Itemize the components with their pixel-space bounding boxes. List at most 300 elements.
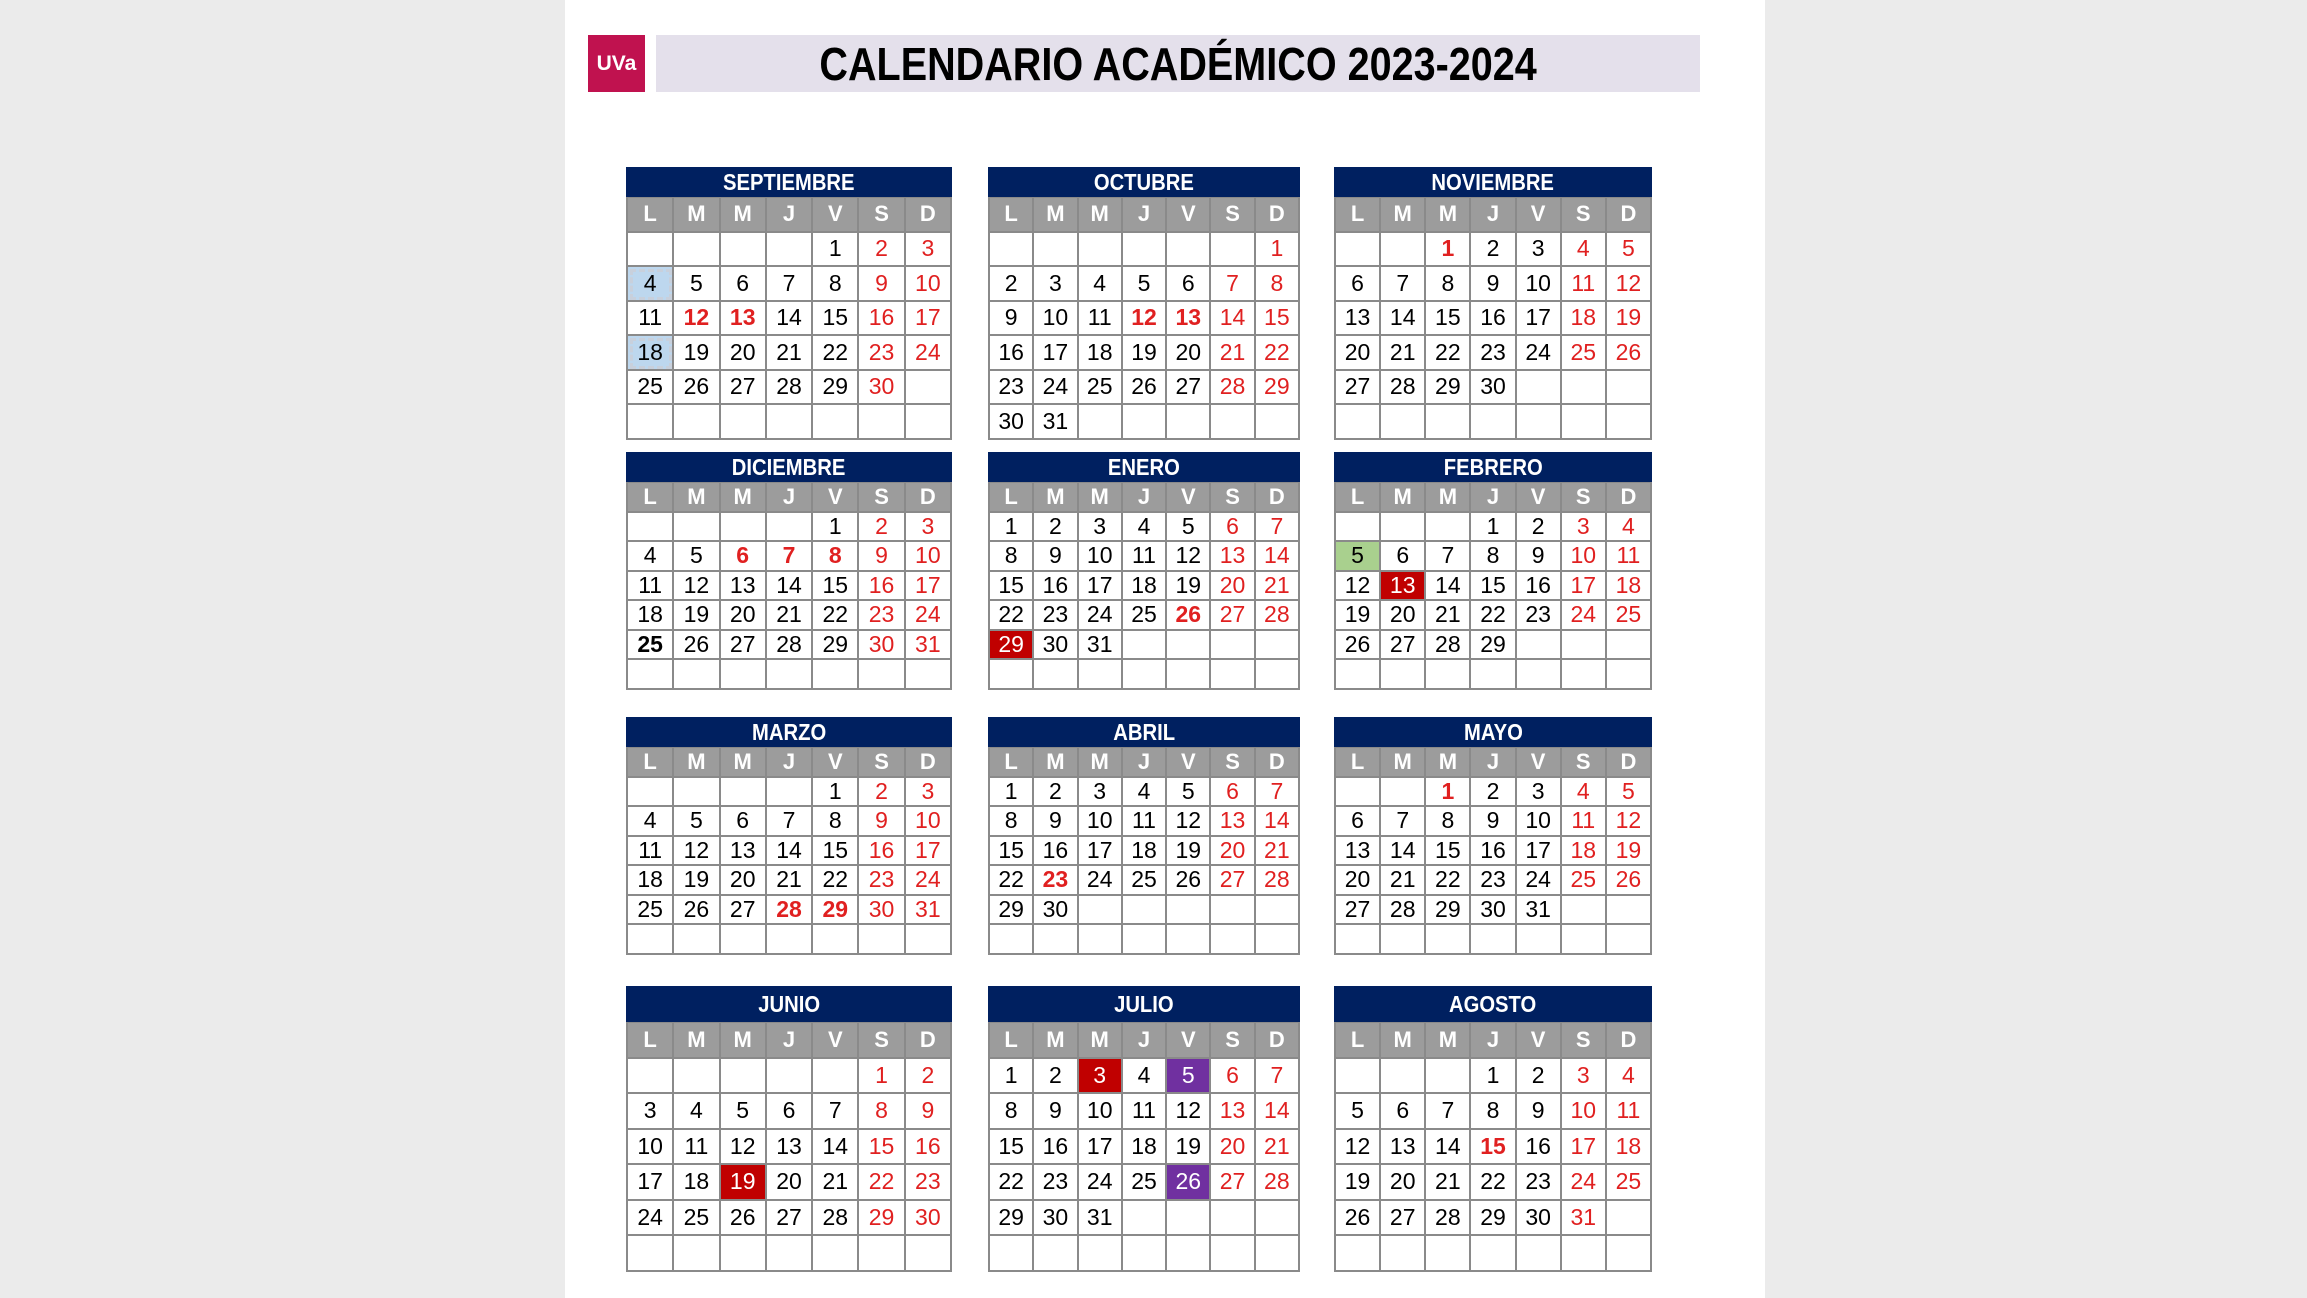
- day-cell: 2: [1471, 778, 1516, 808]
- day-cell: 8: [1256, 267, 1300, 302]
- empty-day-cell: [1607, 925, 1652, 955]
- day-cell: 31: [1079, 631, 1123, 661]
- weekday-header: S: [1211, 1023, 1255, 1059]
- empty-day-cell: [1517, 1236, 1562, 1272]
- empty-day-cell: [1517, 925, 1562, 955]
- day-cell: 7: [767, 267, 813, 302]
- weekday-header: M: [721, 1023, 767, 1059]
- day-cell: 3: [1079, 513, 1123, 543]
- weekday-header: M: [1079, 1023, 1123, 1059]
- weekday-header: L: [1336, 1023, 1381, 1059]
- month-days-grid: [626, 1022, 952, 1272]
- day-cell: 11: [1607, 1094, 1652, 1130]
- day-cell: 24: [906, 866, 952, 896]
- day-cell: 28: [813, 1201, 859, 1237]
- day-cell: 20: [1211, 1130, 1255, 1166]
- empty-day-cell: [1607, 405, 1652, 440]
- empty-day-cell: [767, 513, 813, 543]
- empty-day-cell: [1079, 925, 1123, 955]
- month-name-label: ABRIL: [1113, 718, 1175, 745]
- month-name: [1334, 452, 1652, 482]
- day-cell: 15: [1256, 302, 1300, 337]
- day-cell: 13: [1211, 1094, 1255, 1130]
- weekday-header: J: [767, 748, 813, 778]
- empty-day-cell: [859, 925, 905, 955]
- empty-day-cell: [1607, 896, 1652, 926]
- day-cell: 11: [628, 302, 674, 337]
- weekday-header: D: [1607, 1023, 1652, 1059]
- empty-day-cell: [1336, 660, 1381, 690]
- weekday-header: D: [1256, 483, 1300, 513]
- empty-day-cell: [767, 1236, 813, 1272]
- empty-day-cell: [859, 660, 905, 690]
- month-name: [626, 167, 952, 197]
- day-cell: 15: [813, 572, 859, 602]
- day-cell: 1: [1426, 233, 1471, 268]
- empty-day-cell: [906, 405, 952, 440]
- day-cell: 5: [1167, 778, 1211, 808]
- day-cell: 26: [674, 371, 720, 406]
- empty-day-cell: [767, 660, 813, 690]
- day-cell: 9: [1471, 807, 1516, 837]
- weekday-header: V: [1517, 1023, 1562, 1059]
- empty-day-cell: [1034, 1236, 1078, 1272]
- weekday-header: S: [859, 748, 905, 778]
- empty-day-cell: [1336, 1236, 1381, 1272]
- empty-day-cell: [628, 1059, 674, 1095]
- day-cell: 26: [721, 1201, 767, 1237]
- empty-day-cell: [1336, 1059, 1381, 1095]
- month-name: [1334, 167, 1652, 197]
- day-cell: 18: [1123, 572, 1167, 602]
- day-cell: 22: [813, 601, 859, 631]
- day-cell: 5: [674, 807, 720, 837]
- weekday-header: V: [813, 198, 859, 233]
- day-cell: 20: [1381, 601, 1426, 631]
- weekday-header: J: [1471, 748, 1516, 778]
- empty-day-cell: [906, 925, 952, 955]
- day-cell: 30: [1034, 1201, 1078, 1237]
- day-cell: 20: [1211, 837, 1255, 867]
- day-cell: 16: [1471, 837, 1516, 867]
- highlighted-day-cell: 26: [1167, 1165, 1211, 1201]
- month-name-label: JUNIO: [758, 990, 820, 1017]
- day-cell: 28: [1256, 866, 1300, 896]
- day-cell: 13: [1336, 837, 1381, 867]
- day-cell: 20: [1336, 866, 1381, 896]
- day-cell: 26: [674, 631, 720, 661]
- month-days-grid: [988, 747, 1300, 955]
- day-cell: 3: [1079, 778, 1123, 808]
- day-cell: 13: [721, 302, 767, 337]
- day-cell: 16: [859, 302, 905, 337]
- day-cell: 13: [1381, 1130, 1426, 1166]
- empty-day-cell: [1336, 513, 1381, 543]
- day-cell: 8: [859, 1094, 905, 1130]
- day-cell: 2: [859, 513, 905, 543]
- day-cell: 9: [990, 302, 1034, 337]
- day-cell: 26: [1607, 866, 1652, 896]
- day-cell: 24: [1079, 601, 1123, 631]
- day-cell: 19: [1167, 1130, 1211, 1166]
- day-cell: 4: [1123, 778, 1167, 808]
- empty-day-cell: [1336, 233, 1381, 268]
- empty-day-cell: [859, 405, 905, 440]
- day-cell: 21: [1381, 336, 1426, 371]
- weekday-header: M: [721, 483, 767, 513]
- day-cell: 13: [721, 572, 767, 602]
- empty-day-cell: [721, 778, 767, 808]
- empty-day-cell: [721, 405, 767, 440]
- empty-day-cell: [1607, 1236, 1652, 1272]
- empty-day-cell: [990, 925, 1034, 955]
- day-cell: 25: [628, 371, 674, 406]
- day-cell: 6: [1211, 1059, 1255, 1095]
- day-cell: 3: [1517, 778, 1562, 808]
- month-name-label: AGOSTO: [1449, 990, 1537, 1017]
- weekday-header: S: [1211, 198, 1255, 233]
- day-cell: 1: [813, 513, 859, 543]
- day-cell: 5: [674, 542, 720, 572]
- day-cell: 23: [1471, 336, 1516, 371]
- day-cell: 25: [1123, 866, 1167, 896]
- day-cell: 17: [1079, 837, 1123, 867]
- empty-day-cell: [1079, 1236, 1123, 1272]
- weekday-header: M: [1034, 1023, 1078, 1059]
- day-cell: 27: [1381, 1201, 1426, 1237]
- day-cell: 16: [1034, 572, 1078, 602]
- day-cell: 18: [1123, 1130, 1167, 1166]
- empty-day-cell: [674, 1236, 720, 1272]
- day-cell: 15: [813, 302, 859, 337]
- day-cell: 7: [1256, 1059, 1300, 1095]
- weekday-header: M: [1381, 1023, 1426, 1059]
- weekday-header: J: [1123, 1023, 1167, 1059]
- day-cell: 12: [1123, 302, 1167, 337]
- day-cell: 30: [1034, 631, 1078, 661]
- empty-day-cell: [1562, 925, 1607, 955]
- day-cell: 23: [859, 336, 905, 371]
- day-cell: 25: [1607, 1165, 1652, 1201]
- weekday-header: M: [674, 198, 720, 233]
- day-cell: 15: [1426, 302, 1471, 337]
- day-cell: 11: [1562, 807, 1607, 837]
- day-cell: 23: [1034, 866, 1078, 896]
- month-name-label: SEPTIEMBRE: [723, 168, 855, 195]
- day-cell: 27: [1211, 601, 1255, 631]
- weekday-header: V: [1167, 748, 1211, 778]
- empty-day-cell: [1167, 233, 1211, 268]
- day-cell: 8: [990, 1094, 1034, 1130]
- weekday-header: M: [1426, 483, 1471, 513]
- day-cell: 5: [1607, 233, 1652, 268]
- day-cell: 4: [1123, 1059, 1167, 1095]
- empty-day-cell: [813, 925, 859, 955]
- day-cell: 4: [1562, 233, 1607, 268]
- day-cell: 1: [990, 513, 1034, 543]
- day-cell: 26: [1167, 601, 1211, 631]
- empty-day-cell: [1426, 405, 1471, 440]
- month-agosto: [1334, 986, 1652, 1272]
- empty-day-cell: [1079, 405, 1123, 440]
- day-cell: 6: [1211, 513, 1255, 543]
- day-cell: 31: [1079, 1201, 1123, 1237]
- day-cell: 2: [1034, 778, 1078, 808]
- day-cell: 6: [1336, 267, 1381, 302]
- day-cell: 13: [1211, 807, 1255, 837]
- day-cell: 6: [767, 1094, 813, 1130]
- weekday-header: S: [1562, 748, 1607, 778]
- day-cell: 3: [628, 1094, 674, 1130]
- weekday-header: M: [1426, 1023, 1471, 1059]
- weekday-header: M: [1034, 198, 1078, 233]
- day-cell: 24: [1079, 1165, 1123, 1201]
- empty-day-cell: [1381, 1236, 1426, 1272]
- day-cell: 29: [813, 896, 859, 926]
- day-cell: 30: [1471, 896, 1516, 926]
- empty-day-cell: [1211, 233, 1255, 268]
- empty-day-cell: [1381, 1059, 1426, 1095]
- empty-day-cell: [767, 233, 813, 268]
- day-cell: 28: [767, 631, 813, 661]
- day-cell: 6: [721, 267, 767, 302]
- day-cell: 19: [1607, 837, 1652, 867]
- month-name: [988, 717, 1300, 747]
- day-cell: 19: [674, 866, 720, 896]
- day-cell: 15: [990, 837, 1034, 867]
- weekday-header: S: [1562, 198, 1607, 233]
- weekday-header: L: [990, 1023, 1034, 1059]
- day-cell: 24: [906, 601, 952, 631]
- empty-day-cell: [1336, 925, 1381, 955]
- day-cell: 1: [1256, 233, 1300, 268]
- empty-day-cell: [1562, 371, 1607, 406]
- day-cell: 1: [1426, 778, 1471, 808]
- weekday-header: D: [1607, 483, 1652, 513]
- day-cell: 28: [767, 371, 813, 406]
- page-title: CALENDARIO ACADÉMICO 2023-2024: [819, 37, 1537, 90]
- weekday-header: J: [1123, 748, 1167, 778]
- day-cell: 27: [1381, 631, 1426, 661]
- day-cell: 24: [1517, 866, 1562, 896]
- highlighted-day-cell: 3: [1079, 1059, 1123, 1095]
- day-cell: 18: [628, 601, 674, 631]
- empty-day-cell: [1381, 660, 1426, 690]
- day-cell: 1: [859, 1059, 905, 1095]
- day-cell: 31: [1517, 896, 1562, 926]
- month-octubre: [988, 167, 1300, 440]
- day-cell: 2: [859, 233, 905, 268]
- day-cell: 15: [1471, 1130, 1516, 1166]
- day-cell: 26: [1167, 866, 1211, 896]
- day-cell: 16: [906, 1130, 952, 1166]
- day-cell: 12: [1336, 572, 1381, 602]
- day-cell: 9: [1034, 807, 1078, 837]
- month-marzo: [626, 717, 952, 955]
- empty-day-cell: [1607, 660, 1652, 690]
- month-days-grid: [626, 747, 952, 955]
- empty-day-cell: [1562, 631, 1607, 661]
- day-cell: 11: [1123, 807, 1167, 837]
- weekday-header: S: [1211, 483, 1255, 513]
- day-cell: 20: [721, 336, 767, 371]
- empty-day-cell: [1079, 896, 1123, 926]
- highlighted-day-cell: 5: [1336, 542, 1381, 572]
- day-cell: 31: [906, 896, 952, 926]
- day-cell: 22: [813, 866, 859, 896]
- day-cell: 28: [1426, 1201, 1471, 1237]
- month-name: [1334, 986, 1652, 1022]
- empty-day-cell: [813, 1059, 859, 1095]
- day-cell: 25: [1562, 336, 1607, 371]
- month-name: [988, 452, 1300, 482]
- weekday-header: D: [1256, 198, 1300, 233]
- day-cell: 12: [674, 837, 720, 867]
- day-cell: 12: [674, 302, 720, 337]
- day-cell: 4: [628, 542, 674, 572]
- day-cell: 15: [1471, 572, 1516, 602]
- day-cell: 7: [1256, 513, 1300, 543]
- day-cell: 20: [1381, 1165, 1426, 1201]
- day-cell: 11: [674, 1130, 720, 1166]
- day-cell: 9: [1517, 542, 1562, 572]
- day-cell: 24: [1562, 601, 1607, 631]
- weekday-header: J: [1471, 198, 1516, 233]
- day-cell: 17: [1079, 1130, 1123, 1166]
- empty-day-cell: [1562, 660, 1607, 690]
- day-cell: 19: [674, 601, 720, 631]
- empty-day-cell: [674, 405, 720, 440]
- day-cell: 11: [628, 837, 674, 867]
- weekday-header: V: [1167, 198, 1211, 233]
- day-cell: 28: [767, 896, 813, 926]
- highlighted-day-cell: 18: [628, 336, 674, 371]
- weekday-header: L: [1336, 748, 1381, 778]
- empty-day-cell: [674, 233, 720, 268]
- day-cell: 30: [1034, 896, 1078, 926]
- month-days-grid: [988, 482, 1300, 690]
- day-cell: 28: [1381, 896, 1426, 926]
- day-cell: 18: [1079, 336, 1123, 371]
- day-cell: 29: [1256, 371, 1300, 406]
- empty-day-cell: [1256, 925, 1300, 955]
- title-band: [656, 35, 1700, 92]
- empty-day-cell: [1426, 1236, 1471, 1272]
- month-julio: [988, 986, 1300, 1272]
- day-cell: 18: [1562, 837, 1607, 867]
- empty-day-cell: [1471, 925, 1516, 955]
- empty-day-cell: [1381, 233, 1426, 268]
- day-cell: 12: [1607, 267, 1652, 302]
- empty-day-cell: [1471, 660, 1516, 690]
- empty-day-cell: [1167, 896, 1211, 926]
- day-cell: 8: [990, 807, 1034, 837]
- empty-day-cell: [1256, 896, 1300, 926]
- weekday-header: V: [813, 748, 859, 778]
- weekday-header: V: [1517, 483, 1562, 513]
- day-cell: 23: [1471, 866, 1516, 896]
- empty-day-cell: [1167, 1236, 1211, 1272]
- empty-day-cell: [767, 405, 813, 440]
- day-cell: 22: [1426, 866, 1471, 896]
- day-cell: 18: [1607, 572, 1652, 602]
- weekday-header: M: [674, 1023, 720, 1059]
- day-cell: 7: [1426, 1094, 1471, 1130]
- day-cell: 12: [1167, 807, 1211, 837]
- weekday-header: M: [1079, 198, 1123, 233]
- day-cell: 5: [1607, 778, 1652, 808]
- day-cell: 29: [1471, 631, 1516, 661]
- month-days-grid: [1334, 1022, 1652, 1272]
- month-days-grid: [1334, 747, 1652, 955]
- day-cell: 14: [1381, 837, 1426, 867]
- month-name: [988, 986, 1300, 1022]
- empty-day-cell: [990, 1236, 1034, 1272]
- day-cell: 27: [1336, 896, 1381, 926]
- day-cell: 28: [1426, 631, 1471, 661]
- empty-day-cell: [1562, 405, 1607, 440]
- day-cell: 10: [628, 1130, 674, 1166]
- weekday-header: S: [859, 198, 905, 233]
- day-cell: 16: [1034, 1130, 1078, 1166]
- month-days-grid: [626, 197, 952, 440]
- day-cell: 7: [767, 542, 813, 572]
- month-days-grid: [1334, 482, 1652, 690]
- day-cell: 29: [813, 631, 859, 661]
- day-cell: 27: [721, 371, 767, 406]
- weekday-header: V: [1517, 198, 1562, 233]
- weekday-header: V: [813, 1023, 859, 1059]
- day-cell: 25: [1123, 601, 1167, 631]
- day-cell: 29: [1426, 896, 1471, 926]
- day-cell: 21: [1256, 572, 1300, 602]
- uva-logo: UVa: [588, 35, 645, 92]
- month-enero: [988, 452, 1300, 690]
- empty-day-cell: [1034, 925, 1078, 955]
- day-cell: 22: [1471, 1165, 1516, 1201]
- day-cell: 25: [1562, 866, 1607, 896]
- day-cell: 19: [1607, 302, 1652, 337]
- day-cell: 3: [906, 233, 952, 268]
- day-cell: 5: [721, 1094, 767, 1130]
- day-cell: 6: [721, 542, 767, 572]
- empty-day-cell: [1079, 233, 1123, 268]
- day-cell: 21: [1381, 866, 1426, 896]
- empty-day-cell: [628, 233, 674, 268]
- weekday-header: M: [1426, 198, 1471, 233]
- empty-day-cell: [1211, 896, 1255, 926]
- empty-day-cell: [813, 660, 859, 690]
- day-cell: 1: [990, 1059, 1034, 1095]
- day-cell: 28: [1381, 371, 1426, 406]
- month-days-grid: [1334, 197, 1652, 440]
- day-cell: 9: [906, 1094, 952, 1130]
- day-cell: 27: [1211, 866, 1255, 896]
- weekday-header: V: [1167, 1023, 1211, 1059]
- day-cell: 21: [1256, 837, 1300, 867]
- empty-day-cell: [1517, 631, 1562, 661]
- weekday-header: D: [1607, 748, 1652, 778]
- weekday-header: L: [990, 198, 1034, 233]
- month-name-label: ENERO: [1108, 453, 1180, 480]
- day-cell: 13: [767, 1130, 813, 1166]
- day-cell: 21: [1211, 336, 1255, 371]
- day-cell: 26: [1336, 1201, 1381, 1237]
- day-cell: 3: [1562, 513, 1607, 543]
- day-cell: 10: [1562, 1094, 1607, 1130]
- day-cell: 26: [1123, 371, 1167, 406]
- empty-day-cell: [1426, 513, 1471, 543]
